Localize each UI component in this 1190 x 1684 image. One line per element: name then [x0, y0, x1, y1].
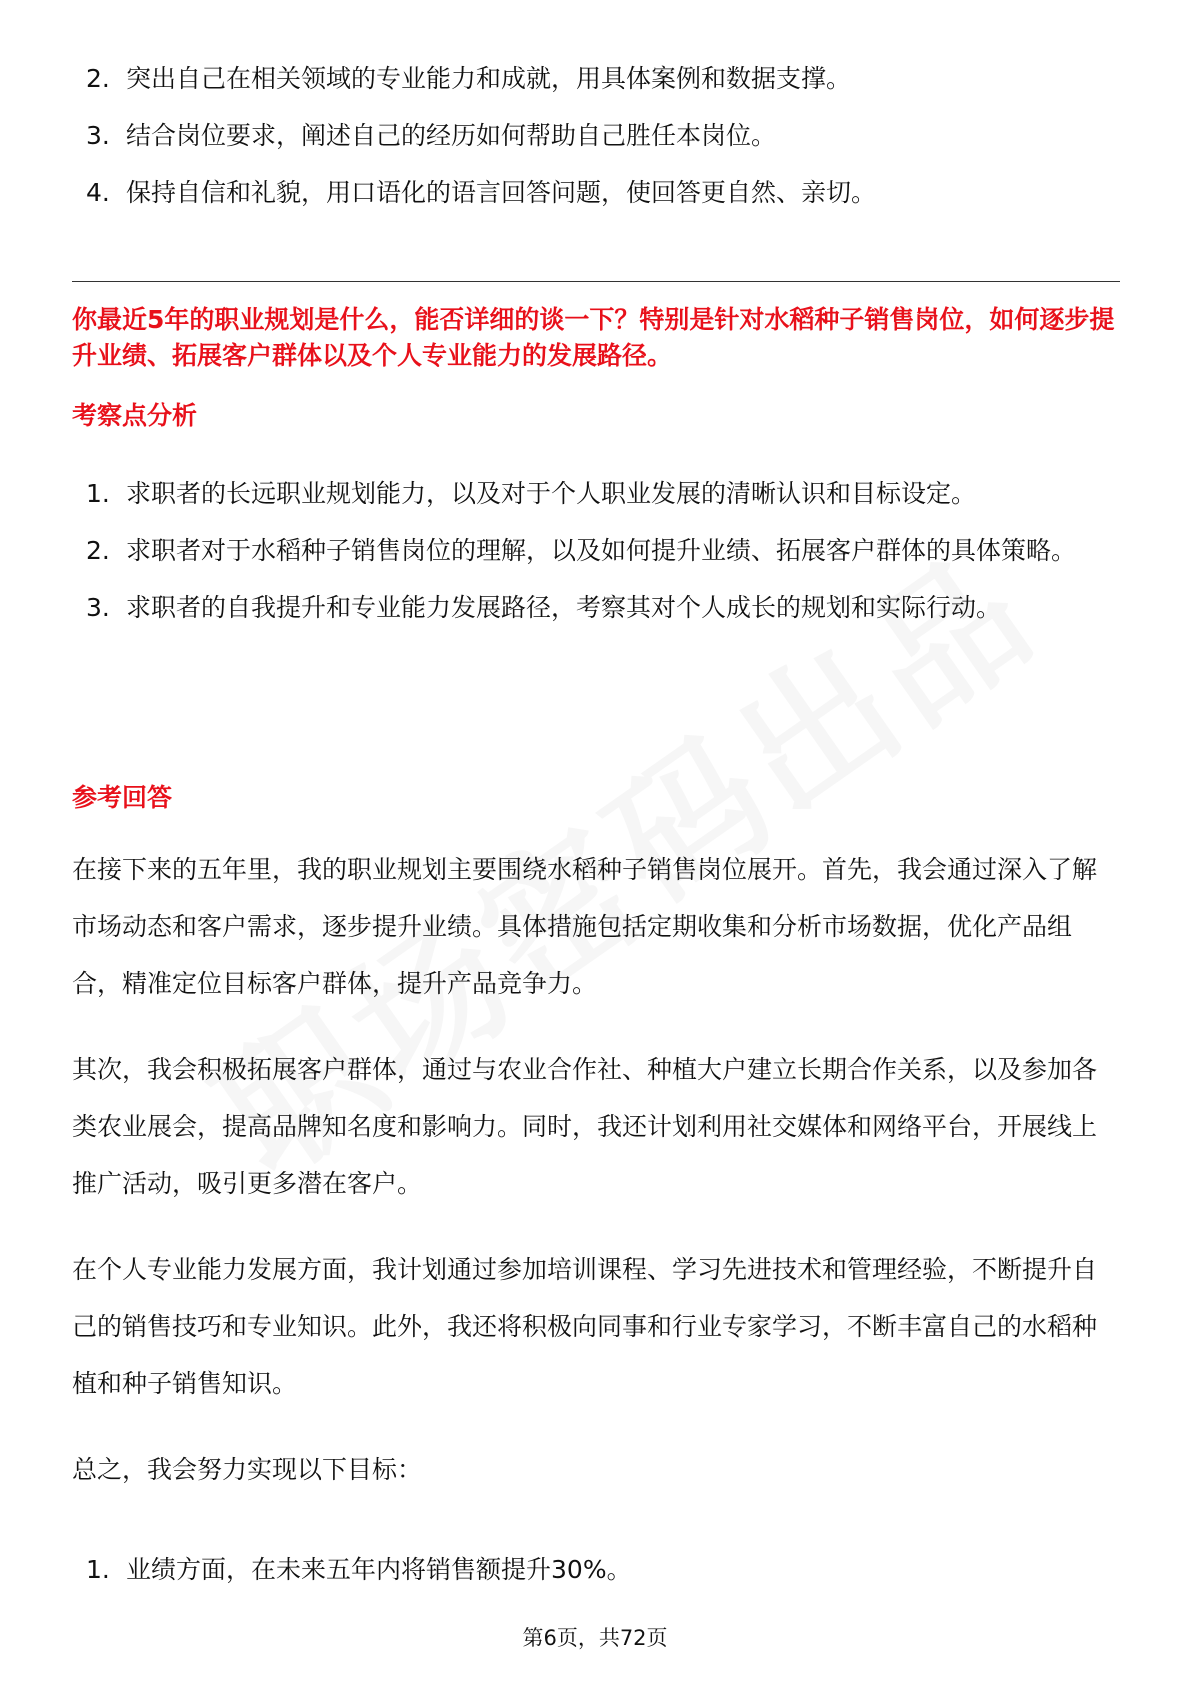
- list-item-number: 4.: [86, 178, 110, 207]
- list-item-number: 3.: [86, 121, 110, 150]
- answer-paragraph: 总之，我会努力实现以下目标：: [72, 1455, 423, 1484]
- goals-list: [72, 1541, 1117, 1598]
- answer-paragraph: 其次，我会积极拓展客户群体，通过与农业合作社、种植大户建立长期合作关系，以及参加各类农业展会，提高品牌知名度和影响力。同时，我还计划利用社交媒体和网络平台，开展线上推广活动，吸引更多潜在客户。: [72, 1055, 1098, 1198]
- list-item-number: 2.: [86, 64, 110, 93]
- list-item: [72, 579, 1117, 636]
- interview-question: 你最近5年的职业规划是什么，能否详细的谈一下？特别是针对水稻种子销售岗位，如何逐步提升业绩、拓展客户群体以及个人专业能力的发展路径。: [72, 305, 1115, 370]
- list-item-text: 求职者对于水稻种子销售岗位的理解，以及如何提升业绩、拓展客户群体的具体策略。: [126, 536, 1077, 565]
- list-item-number: 1.: [86, 1555, 110, 1584]
- list-item: [72, 164, 1117, 221]
- answer-heading: 参考回答: [72, 783, 173, 812]
- list-item: [72, 107, 1117, 164]
- analysis-list: [72, 465, 1117, 636]
- list-item-text: 结合岗位要求，阐述自己的经历如何帮助自己胜任本岗位。: [126, 121, 777, 150]
- list-item-text: 突出自己在相关领域的专业能力和成就，用具体案例和数据支撑。: [126, 64, 852, 93]
- list-item: [72, 465, 1117, 522]
- section-divider: [72, 281, 1120, 282]
- list-item-text: 业绩方面，在未来五年内将销售额提升30%。: [126, 1555, 632, 1584]
- list-item-number: 3.: [86, 593, 110, 622]
- list-item: [72, 1541, 1117, 1598]
- list-item: [72, 50, 1117, 107]
- page-number-footer: 第6页，共72页: [522, 1626, 668, 1650]
- top-tips-list: [72, 50, 1117, 221]
- answer-paragraph: 在个人专业能力发展方面，我计划通过参加培训课程、学习先进技术和管理经验，不断提升自己的销售技巧和专业知识。此外，我还将积极向同事和行业专家学习，不断丰富自己的水稻种植和种子销售知识。: [72, 1255, 1098, 1398]
- list-item-number: 2.: [86, 536, 110, 565]
- analysis-heading: 考察点分析: [72, 401, 198, 430]
- list-item: [72, 522, 1117, 579]
- answer-paragraph: 在接下来的五年里，我的职业规划主要围绕水稻种子销售岗位展开。首先，我会通过深入了解市场动态和客户需求，逐步提升业绩。具体措施包括定期收集和分析市场数据，优化产品组合，精准定位目标客户群体，提升产品竞争力。: [72, 855, 1098, 998]
- list-item-text: 求职者的自我提升和专业能力发展路径，考察其对个人成长的规划和实际行动。: [126, 593, 1002, 622]
- list-item-number: 1.: [86, 479, 110, 508]
- list-item-text: 求职者的长远职业规划能力，以及对于个人职业发展的清晰认识和目标设定。: [126, 479, 977, 508]
- list-item-text: 保持自信和礼貌，用口语化的语言回答问题，使回答更自然、亲切。: [126, 178, 877, 207]
